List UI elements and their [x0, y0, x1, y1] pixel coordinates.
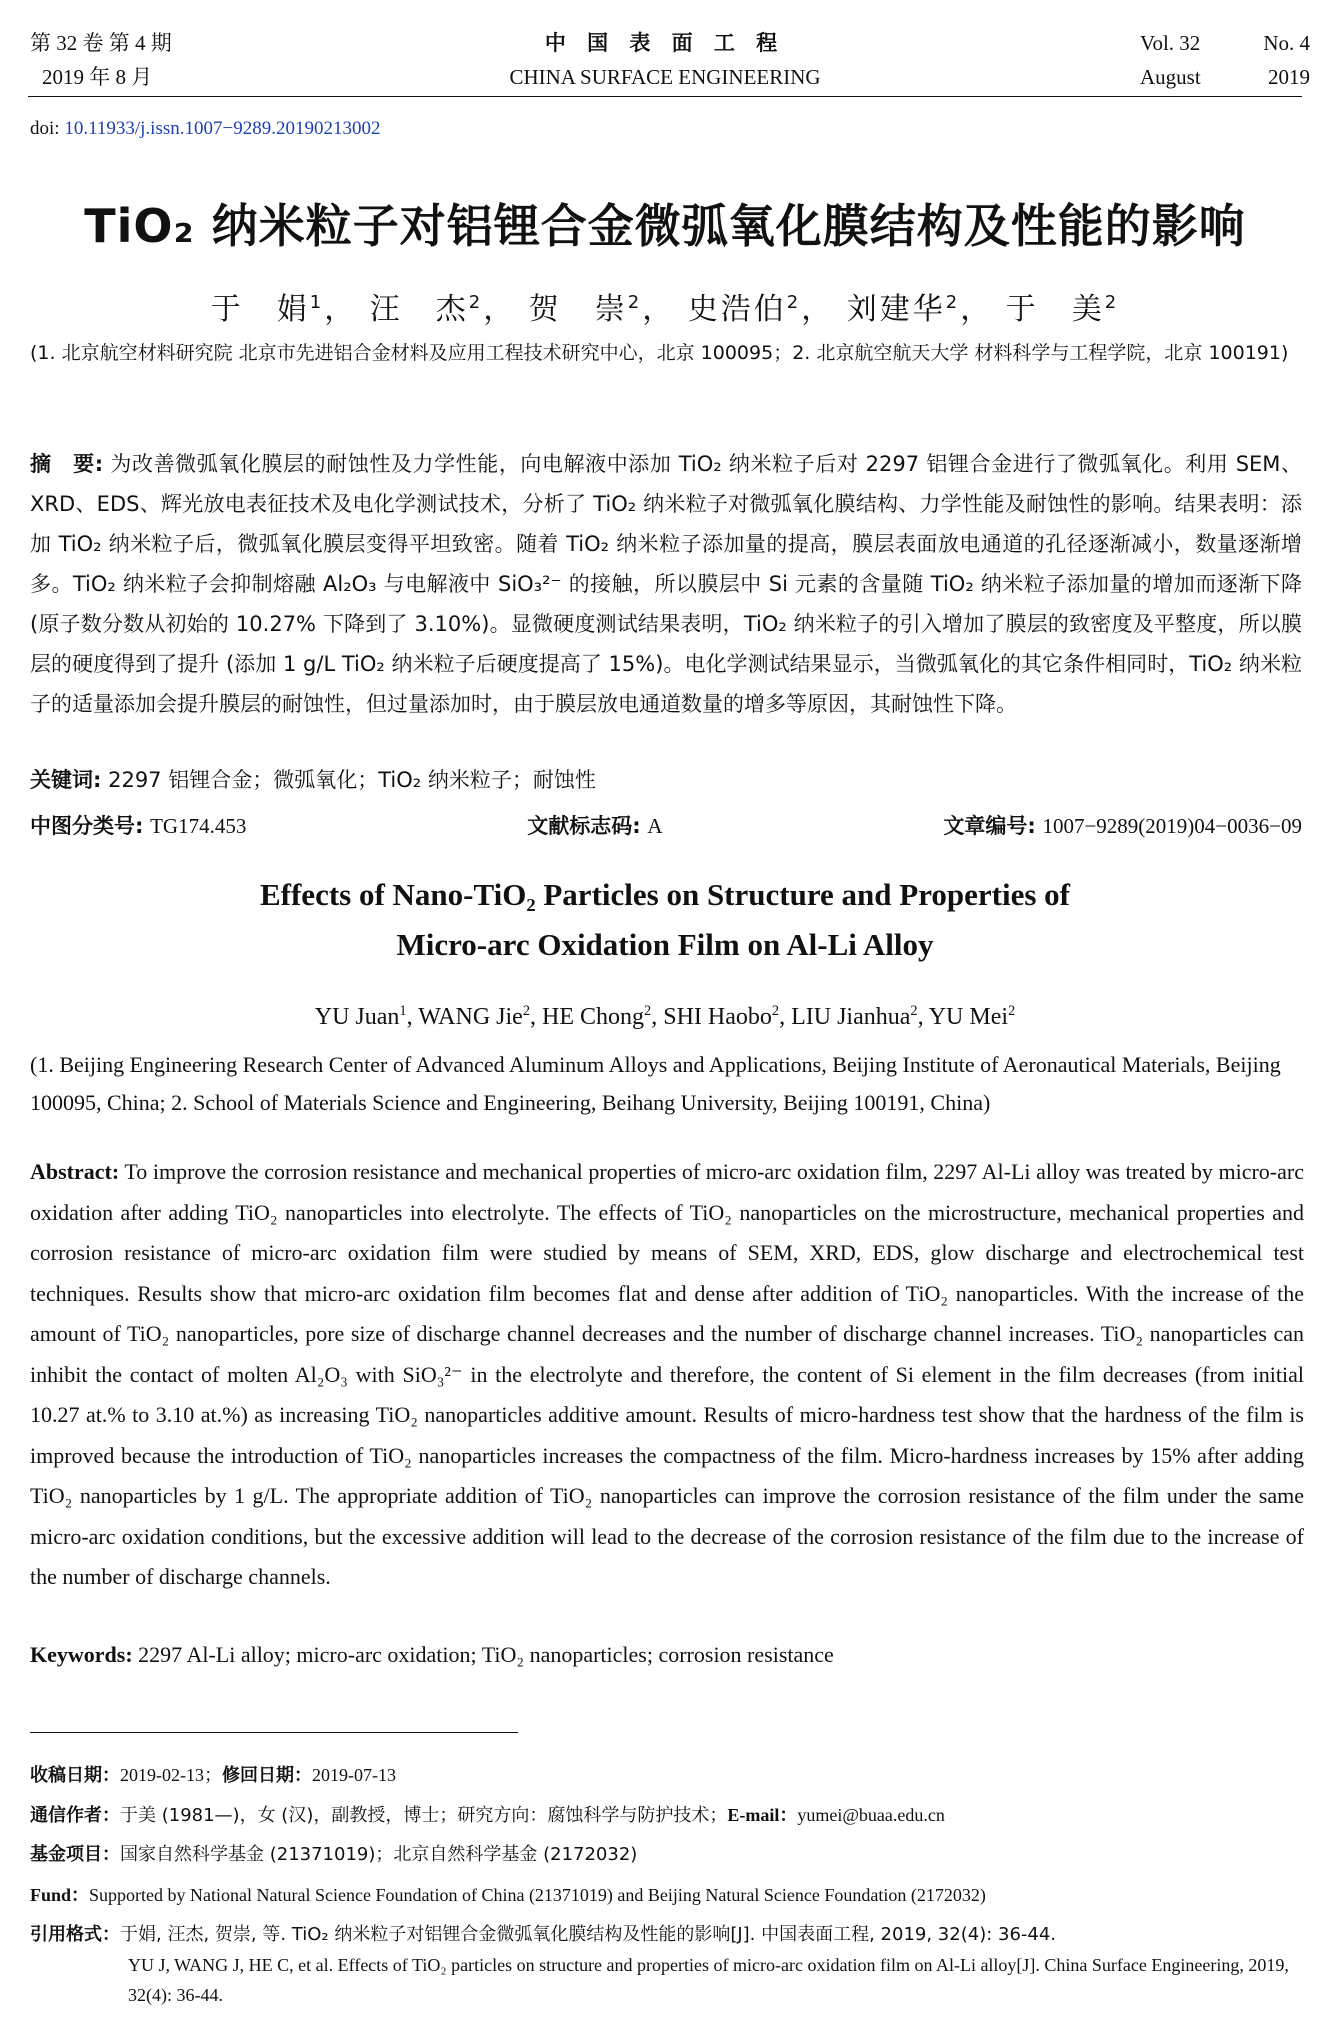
date-cn: 2019 年 8 月 — [42, 65, 153, 89]
month-en: August — [1140, 65, 1201, 89]
keywords-en-text: 2297 Al-Li alloy; micro-arc oxidation; TiO₂ nanoparticles; corrosion resistance — [138, 1642, 834, 1667]
keywords-cn-label: 关键词: — [30, 768, 102, 792]
clc-number: 中图分类号: TG174.453 — [30, 814, 247, 838]
issue-info-cn — [30, 26, 172, 94]
volume-cn: 第 32 卷 第 4 期 — [30, 31, 172, 55]
issue-info-en — [1140, 26, 1310, 94]
authors-en: YU Juan$^1$, WANG Jie$^2$, HE Chong$^2$, SHI Haobo$^2$, LIU Jianhua$^2$, YU Mei$^2$ — [314, 1003, 1016, 1030]
article-number: 文章编号: 1007−9289(2019)04−0036−09 — [943, 814, 1302, 838]
keywords-en-label: Keywords: — [30, 1642, 133, 1667]
title-en-line2: Micro-arc Oxidation Film on Al-Li Alloy — [396, 927, 934, 962]
keywords-cn — [30, 764, 596, 794]
abstract-cn-text: 为改善微弧氧化膜层的耐蚀性及力学性能，向电解液中添加 TiO₂ 纳米粒子后对 2297 铝锂合金进行了微弧氧化。利用 SEM、XRD、EDS、辉光放电表征技术及电化学测试技术，分析了 TiO₂ 纳米粒子对微弧氧化膜结构、力学性能及耐蚀性的影响。结果表明：添加 TiO₂ 纳米粒子后，微弧氧化膜层变得平坦致密。随着 TiO₂ 纳米粒子添加量的提高，膜层表面放电通道的孔径逐渐减小，数量逐渐增多。TiO₂ 纳米粒子会抑制熔融 Al₂O₃ 与电解液中 SiO₃²⁻ 的接触，所以膜层中 Si 元素的含量随 TiO₂ 纳米粒子添加量的增加而逐渐下降 (原子数分数从初始的 10.27% 下降到了 3.10%)。显微硬度测试结果表明，TiO₂ 纳米粒子的引入增加了膜层的致密度及平整度，所以膜层的硬度得到了提升 (添加 1 g/L TiO₂ 纳米粒子后硬度提高了 15%)。电化学测试结果显示，当微弧氧化的其它条件相同时，TiO₂ 纳米粒子的适量添加会提升膜层的耐蚀性，但过量添加时，由于膜层放电通道数量的增多等原因，其耐蚀性下降。 — [30, 452, 1302, 716]
authors-cn: 于 娟$^1$， 汪 杰$^2$， 贺 崇$^2$， 史浩伯$^2$， 刘建华$^2$， 于 美$^2$ — [210, 292, 1120, 327]
citation-en: YU J, WANG J, HE C, et al. Effects of TiO₂ particles on structure and properties of micro-arc oxidation film on Al-Li alloy[J]. China Surface Engineering, 2019, 32(4): 36-44. — [128, 1955, 1289, 2005]
classification-row — [30, 810, 1302, 840]
keywords-en — [30, 1642, 834, 1668]
author-cn: 于 美$^2$ — [1005, 292, 1120, 327]
abstract-en-text: To improve the corrosion resistance and mechanical properties of micro-arc oxidation film, 2297 Al-Li alloy was treated by micro-arc oxidation after adding TiO₂ nanoparticles into electrolyte. The effects of TiO₂ nanoparticles on the microstructure, mechanical properties and corrosion resistance of micro-arc oxidation film were studied by means of SEM, XRD, EDS, glow discharge and electrochemical test techniques. Results show that micro-arc oxidation film becomes flat and dense after addition of TiO₂ nanoparticles. With the increase of the amount of TiO₂ nanoparticles, pore size of discharge channel decreases and the number of discharge channel increases. TiO₂ nanoparticles can inhibit the contact of molten Al₂O₃ with SiO₃²⁻ in the electrolyte and therefore, the content of Si element in the film decreases (from initial 10.27 at.% to 3.10 at.%) as increasing TiO₂ nanoparticles additive amount. Results of micro-hardness test show that the hardness of the film is improved because the introduction of TiO₂ nanoparticles increases the compactness of the film. Micro-hardness increases by 15% after adding TiO₂ nanoparticles by 1 g/L. The appropriate addition of TiO₂ nanoparticles can improve the corrosion resistance of the film under the same micro-arc oxidation conditions, but the excessive addition will lead to the decrease of the corrosion resistance of the film due to the increase of the number of discharge channels. — [30, 1159, 1304, 1589]
journal-name-cn: 中 国 表 面 工 程 — [544, 31, 786, 55]
fund-cn: 基金项目：国家自然科学基金 (21371019)；北京自然科学基金 (2172032) — [30, 1844, 638, 1865]
doi-link[interactable]: 10.11933/j.issn.1007−9289.20190213002 — [64, 118, 381, 139]
author-cn: 汪 杰$^2$ — [369, 292, 484, 327]
author-cn: 贺 崇$^2$ — [528, 292, 643, 327]
email-address[interactable]: yumei@buaa.edu.cn — [797, 1805, 945, 1825]
title-cn: TiO₂ 纳米粒子对铝锂合金微弧氧化膜结构及性能的影响 — [84, 199, 1246, 253]
doi-label: doi: — [30, 118, 60, 139]
author-en: YU Juan$^1$ — [314, 1003, 407, 1030]
fund-en: Fund：Supported by National Natural Science Foundation of China (21371019) and Beijing Natural Science Foundation (2172032) — [30, 1885, 986, 1905]
author-en: SHI Haobo$^2$ — [663, 1003, 780, 1030]
author-cn: 于 娟$^1$ — [210, 292, 325, 327]
received-dates: 收稿日期：2019-02-13；修回日期：2019-07-13 — [30, 1765, 396, 1786]
author-cn: 刘建华$^2$ — [846, 292, 961, 327]
citation-format: 引用格式：于娟, 汪杰, 贺崇, 等. TiO₂ 纳米粒子对铝锂合金微弧氧化膜结构及性能的影响[J]. 中国表面工程, 2019, 32(4): 36-44. YU J, WANG J, HE C, et al. Effects of TiO₂ particles on structure and properties of micro-arc oxidation film on Al-Li alloy[J]. China Surface Engineering, 2019, 32(4): 36-44. — [30, 1920, 1310, 2010]
abstract-en-label: Abstract: — [30, 1159, 120, 1184]
author-en: WANG Jie$^2$ — [418, 1003, 531, 1030]
author-cn: 史浩伯$^2$ — [687, 292, 802, 327]
corresponding-author: 通信作者：于美 (1981—)，女 (汉)，副教授，博士；研究方向：腐蚀科学与防护技术；E-mail：yumei@buaa.edu.cn — [30, 1805, 945, 1826]
abstract-cn-label: 摘 要: — [30, 452, 104, 476]
document-code: 文献标志码: A — [527, 814, 663, 838]
affiliation-cn: (1. 北京航空材料研究院 北京市先进铝合金材料及应用工程技术研究中心，北京 100095；2. 北京航空航天大学 材料科学与工程学院，北京 100191) — [30, 342, 1289, 364]
footnote-divider — [30, 1732, 518, 1733]
number-en: No. 4 — [1263, 31, 1310, 55]
keywords-cn-text: 2297 铝锂合金；微弧氧化；TiO₂ 纳米粒子；耐蚀性 — [108, 768, 596, 792]
author-en: YU Mei$^2$ — [928, 1003, 1016, 1030]
title-en-line1: Effects of Nano-TiO₂ Particles on Structure and Properties of — [259, 877, 1070, 912]
journal-name — [420, 26, 910, 94]
title-en — [30, 870, 1300, 970]
journal-name-en: CHINA SURFACE ENGINEERING — [509, 65, 821, 89]
citation-cn: 于娟, 汪杰, 贺崇, 等. TiO₂ 纳米粒子对铝锂合金微弧氧化膜结构及性能的影响[J]. 中国表面工程, 2019, 32(4): 36-44. — [120, 1924, 1057, 1945]
author-en: LIU Jianhua$^2$ — [791, 1003, 918, 1030]
author-en: HE Chong$^2$ — [542, 1003, 652, 1030]
volume-en: Vol. 32 — [1140, 31, 1201, 55]
doi-line — [30, 118, 380, 140]
year-en: 2019 — [1268, 65, 1310, 89]
affiliation-en: (1. Beijing Engineering Research Center of Advanced Aluminum Alloys and Applications, Beijing Institute of Aeronautical Materials, Beijing 100095, China; 2. School of Materials Science and Engineering, Beihang University, Beijing 100191, China) — [30, 1052, 1281, 1115]
header-divider — [28, 96, 1302, 97]
abstract-en — [30, 1152, 1304, 1598]
abstract-cn — [30, 444, 1302, 724]
